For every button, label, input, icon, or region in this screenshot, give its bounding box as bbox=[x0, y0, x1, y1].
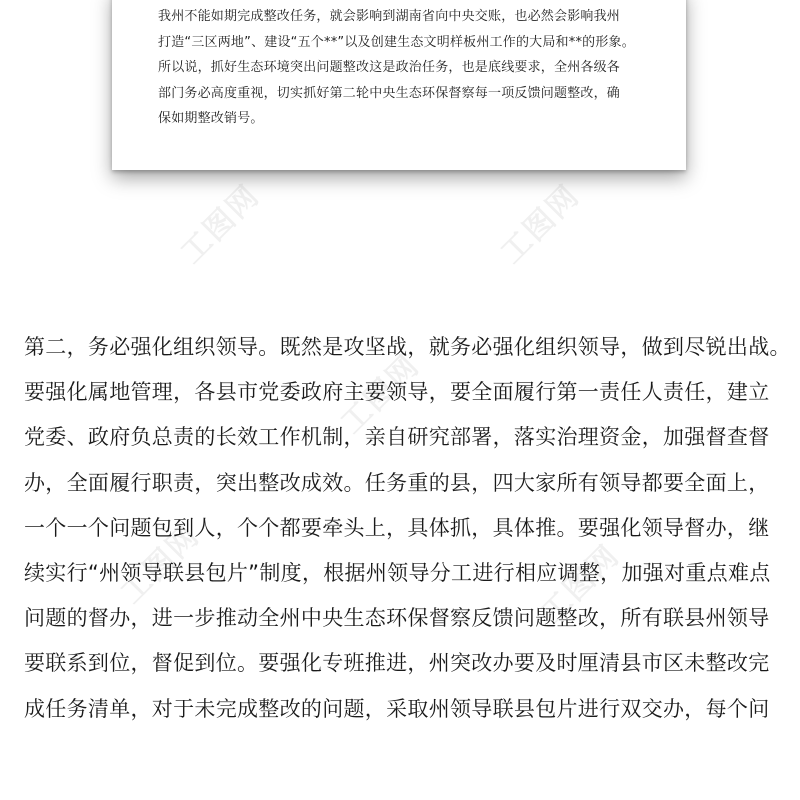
body-line: 问题的督办，进一步推动全州中央生态环保督察反馈问题整改，所有联县州领导 bbox=[24, 606, 770, 631]
card-line: 我州不能如期完成整改任务，就会影响到湖南省向中央交账，也必然会影响我州 bbox=[158, 9, 621, 24]
body-line: 要强化属地管理，各县市党委政府主要领导，要全面履行第一责任人责任，建立 bbox=[24, 380, 770, 405]
body-line: 第二，务必强化组织领导。既然是攻坚战，就务必强化组织领导，做到尽锐出战。 bbox=[24, 335, 791, 359]
watermark: 工图网 bbox=[494, 178, 587, 271]
body-line: 续实行“州领导联县包片”制度，根据州领导分工进行相应调整，加强对重点难点 bbox=[24, 560, 771, 585]
body-line: 一个一个问题包到人，个个都要牵头上，具体抓，具体推。要强化领导督办，继 bbox=[24, 515, 770, 540]
watermark: 工图网 bbox=[334, 348, 427, 441]
watermark: 工图网 bbox=[174, 178, 267, 271]
body-line: 要联系到位，督促到位。要强化专班推进，州突改办要及时厘清县市区未整改完 bbox=[24, 651, 770, 676]
watermark: 工图网 bbox=[534, 538, 627, 631]
card-line: 所以说，抓好生态环境突出问题整改这是政治任务，也是底线要求，全州各级各 bbox=[158, 60, 621, 76]
body-paragraph bbox=[24, 325, 791, 732]
body-line: 成任务清单，对于未完成整改的问题，采取州领导联县包片进行双交办，每个问 bbox=[24, 696, 770, 721]
watermark: 工图网 bbox=[114, 518, 207, 611]
body-line: 党委、政府负总责的长效工作机制，亲自研究部署，落实治理资金，加强督查督 bbox=[24, 425, 770, 450]
document-card bbox=[112, 0, 686, 170]
card-line: 部门务必高度重视，切实抓好第二轮中央生态环保督察每一项反馈问题整改，确 bbox=[158, 85, 621, 101]
card-text bbox=[158, 4, 658, 132]
card-line: 打造“三区两地”、建设“五个**”以及创建生态文明样板州工作的大局和**的形象。 bbox=[158, 34, 635, 50]
card-line: 保如期整改销号。 bbox=[158, 111, 264, 127]
body-line: 办，全面履行职责，突出整改成效。任务重的县，四大家所有领导都要全面上， bbox=[24, 470, 770, 495]
